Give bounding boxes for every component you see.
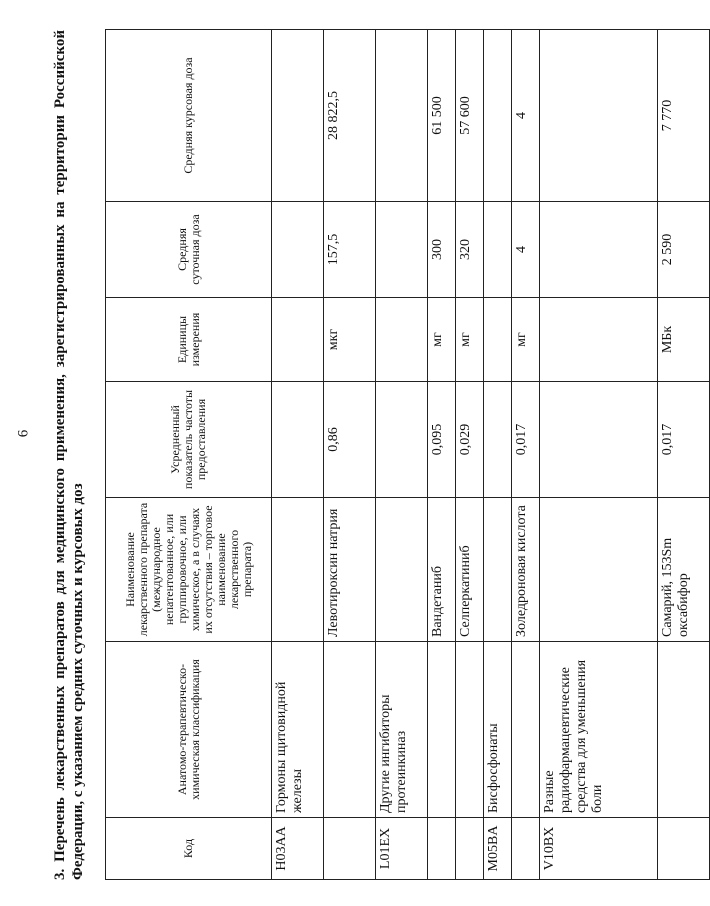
cell-course-dose: 61 500 (428, 30, 456, 202)
cell-code (456, 818, 484, 880)
cell-daily-dose (376, 202, 428, 298)
table-row (484, 30, 512, 880)
table-row (376, 30, 428, 880)
cell-daily-dose: 4 (512, 202, 540, 298)
cell-drug-name: Селперкатиниб (456, 498, 484, 642)
cell-unit: мг (512, 298, 540, 382)
cell-daily-dose (540, 202, 658, 298)
drug-table (105, 29, 710, 880)
header-row (106, 30, 272, 880)
cell-atc (512, 642, 540, 818)
header-daily-dose: Средняя суточная доза (106, 202, 272, 298)
cell-atc (456, 642, 484, 818)
cell-frequency: 0,86 (324, 382, 376, 498)
table-row (456, 30, 484, 880)
cell-course-dose: 7 770 (658, 30, 710, 202)
cell-code (658, 818, 710, 880)
cell-course-dose (484, 30, 512, 202)
section-heading: 3. Перечень лекарственных препаратов для медицинского применения, зарегистрированных на территории Российской Федерации, с указанием средних суточных и курсовых доз (52, 30, 86, 880)
cell-unit: МБк (658, 298, 710, 382)
cell-daily-dose (484, 202, 512, 298)
cell-daily-dose: 320 (456, 202, 484, 298)
cell-daily-dose: 300 (428, 202, 456, 298)
cell-course-dose (272, 30, 324, 202)
cell-unit (484, 298, 512, 382)
cell-frequency: 0,017 (658, 382, 710, 498)
cell-atc: Бисфосфонаты (484, 642, 512, 818)
cell-code (428, 818, 456, 880)
cell-atc: Гормоны щитовидной железы (272, 642, 324, 818)
page-number: 6 (15, 429, 32, 438)
table-row (324, 30, 376, 880)
cell-frequency: 0,029 (456, 382, 484, 498)
cell-course-dose: 28 822,5 (324, 30, 376, 202)
cell-drug-name (484, 498, 512, 642)
cell-unit: мг (428, 298, 456, 382)
cell-atc (324, 642, 376, 818)
header-course-dose: Средняя курсовая доза (106, 30, 272, 202)
cell-course-dose (540, 30, 658, 202)
header-frequency: Усредненный показатель частоты предоставления (106, 382, 272, 498)
cell-frequency (376, 382, 428, 498)
cell-frequency: 0,017 (512, 382, 540, 498)
cell-drug-name (376, 498, 428, 642)
cell-daily-dose: 2 590 (658, 202, 710, 298)
cell-unit: мкг (324, 298, 376, 382)
cell-unit: мг (456, 298, 484, 382)
cell-frequency (272, 382, 324, 498)
cell-drug-name: Вандетаниб (428, 498, 456, 642)
table-row (658, 30, 710, 880)
cell-course-dose (376, 30, 428, 202)
rotated-content (51, 30, 691, 880)
cell-drug-name: Самарий, 153Sm оксабифор (658, 498, 710, 642)
cell-atc: Другие ингибиторы протеинкиназ (376, 642, 428, 818)
cell-atc (428, 642, 456, 818)
cell-course-dose: 4 (512, 30, 540, 202)
header-code: Код (106, 818, 272, 880)
cell-course-dose: 57 600 (456, 30, 484, 202)
table-row (272, 30, 324, 880)
cell-code: V10BX (540, 818, 658, 880)
cell-unit (376, 298, 428, 382)
cell-drug-name (272, 498, 324, 642)
cell-daily-dose (272, 202, 324, 298)
cell-frequency: 0,095 (428, 382, 456, 498)
table-row (428, 30, 456, 880)
cell-drug-name: Золедроновая кислота (512, 498, 540, 642)
cell-atc (658, 642, 710, 818)
cell-unit (272, 298, 324, 382)
cell-frequency (484, 382, 512, 498)
header-drug-name: Наименование лекарственного препарата (международное непатентованное, или группировочное, или химическое, а в случаях их отсутствия – торговое наименование лекарственного препарата) (106, 498, 272, 642)
cell-daily-dose: 157,5 (324, 202, 376, 298)
cell-drug-name (540, 498, 658, 642)
cell-code: H03AA (272, 818, 324, 880)
cell-drug-name: Левотироксин натрия (324, 498, 376, 642)
table-row (512, 30, 540, 880)
header-unit: Единицы измерения (106, 298, 272, 382)
cell-atc: Разные радиофармацевтические средства для уменьшения боли (540, 642, 658, 818)
cell-frequency (540, 382, 658, 498)
cell-code: L01EX (376, 818, 428, 880)
header-atc: Анатомо-терапевтическо-химическая классификация (106, 642, 272, 818)
cell-code: M05BA (484, 818, 512, 880)
cell-code (324, 818, 376, 880)
cell-code (512, 818, 540, 880)
cell-unit (540, 298, 658, 382)
table-row (540, 30, 658, 880)
